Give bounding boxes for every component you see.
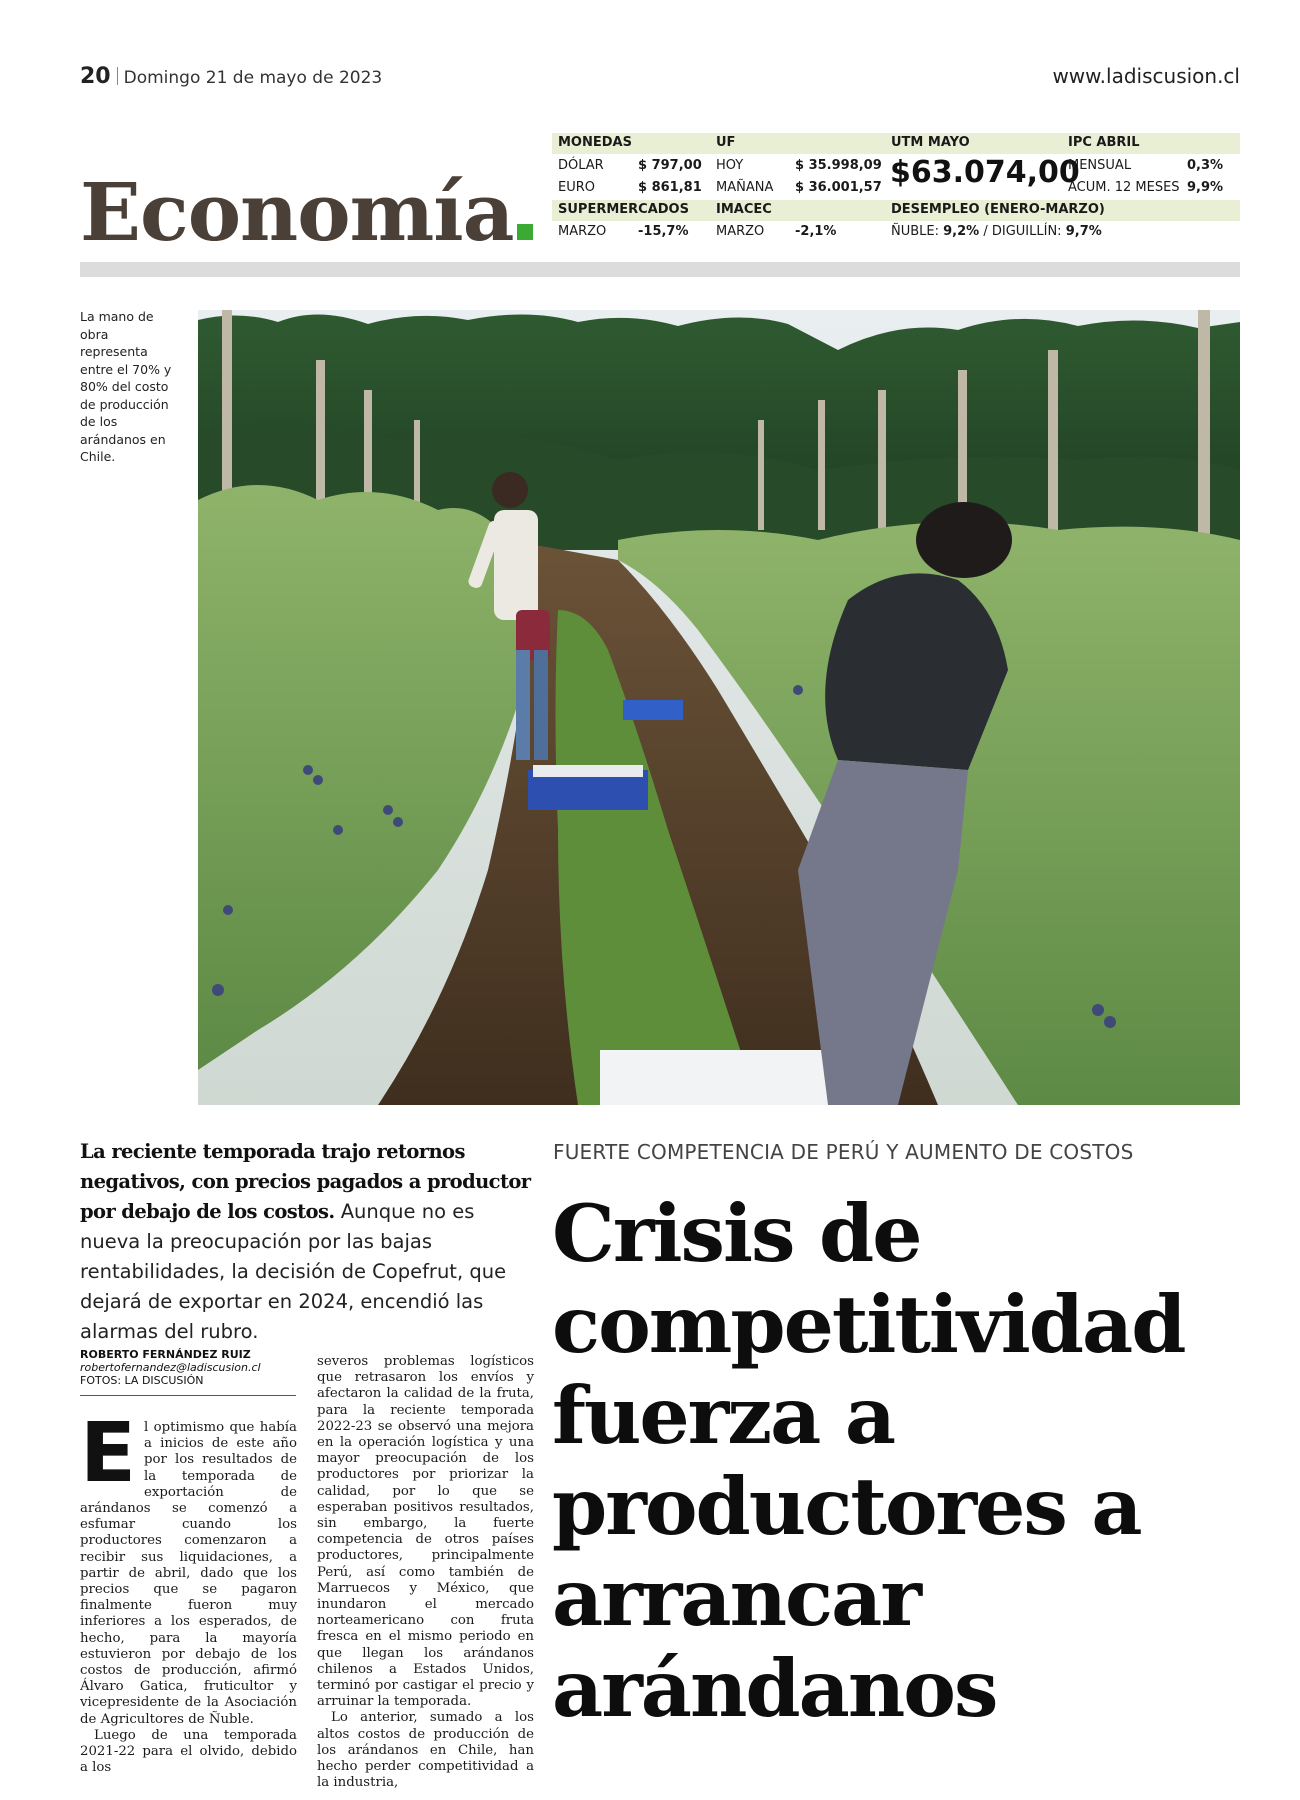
- monedas-title: MONEDAS: [558, 135, 632, 150]
- euro-label: EURO: [558, 180, 595, 195]
- article-headline: Crisis de competitividad fuerza a productores a arrancar arándanos: [552, 1187, 1185, 1735]
- uf-title: UF: [716, 135, 736, 150]
- body-paragraph-1: l optimismo que había a inicios de este año por los resultados de la temporada de exportación de arándanos se comenzó a esfumar cuando los productores comenzaron a recibir sus liquidaciones, a partir de abril, dado que los precios que se pagaron finalmente fueron muy inferiores a los esperados, de hecho, para la mayoría estuvieron por debajo de los costos de producción, afirmó Álvaro Gatica, fruticultor y vicepresidente de la Asociación de Agricultores de Ñuble.: [80, 1420, 297, 1727]
- supermercados-value: -15,7%: [638, 224, 689, 239]
- nuble-value: 9,2%: [943, 224, 980, 239]
- lead-rest: Aunque no es nueva la preocupación por las bajas rentabilidades, la decisión de Copefrut, que dejará de exportar en 2024, encendió las alarmas del rubro.: [80, 1200, 507, 1343]
- euro-value: $ 861,81: [638, 180, 702, 195]
- ipc-mensual-label: MENSUAL: [1068, 158, 1132, 173]
- article-byline: [80, 1348, 296, 1396]
- article-kicker: FUERTE COMPETENCIA DE PERÚ Y AUMENTO DE COSTOS: [553, 1140, 1134, 1164]
- imacec-value: -2,1%: [795, 224, 837, 239]
- uf-hoy-value: $ 35.998,09: [795, 158, 882, 173]
- author-email[interactable]: robertofernandez@ladiscusion.cl: [80, 1361, 261, 1374]
- section-title-text: Economía: [80, 165, 514, 259]
- body-column-1: [80, 1406, 297, 1776]
- page-header: [80, 64, 1240, 88]
- header-divider: [117, 67, 118, 85]
- dolar-value: $ 797,00: [638, 158, 702, 173]
- page-number: 20: [80, 64, 111, 89]
- utm-value: $63.074,00: [890, 155, 1080, 190]
- desempleo-values: [891, 223, 1102, 241]
- section-title: [80, 165, 533, 259]
- body-column-2: [317, 1354, 534, 1791]
- ipc-title: IPC ABRIL: [1068, 135, 1140, 150]
- photo-credit: FOTOS: LA DISCUSIÓN: [80, 1374, 204, 1387]
- desempleo-separator: /: [983, 224, 988, 239]
- nuble-label: ÑUBLE:: [891, 224, 939, 239]
- ipc-mensual-value: 0,3%: [1187, 158, 1224, 173]
- ipc-acum-value: 9,9%: [1187, 180, 1224, 195]
- uf-manana-label: MAÑANA: [716, 180, 774, 195]
- utm-title: UTM MAYO: [891, 135, 970, 150]
- dolar-label: DÓLAR: [558, 158, 604, 173]
- drop-cap: E: [80, 1406, 137, 1501]
- uf-hoy-label: HOY: [716, 158, 744, 173]
- field-illustration: [198, 310, 1240, 1105]
- imacec-title: IMACEC: [716, 202, 772, 217]
- photo-caption: La mano de obra representa entre el 70% y 80% del costo de producción de los arándanos en Chile.: [80, 309, 172, 464]
- uf-manana-value: $ 36.001,57: [795, 180, 882, 195]
- diguillin-value: 9,7%: [1065, 224, 1102, 239]
- body-paragraph-4: Lo anterior, sumado a los altos costos de producción de los arándanos en Chile, han hecho perder competitividad a la industria,: [317, 1710, 534, 1791]
- imacec-label: MARZO: [716, 224, 765, 239]
- section-accent-square: [517, 224, 533, 240]
- section-divider-bar: [80, 262, 1240, 277]
- body-paragraph-3: severos problemas logísticos que retrasaron los envíos y afectaron la calidad de la fruta, para la reciente temporada 2022-23 se observó una mejora en la operación logística y una mayor preocupación de los productores por priorizar la calidad, por lo que se esperaban positivos resultados, sin embargo, la fuerte competencia de otros países productores, principalmente Perú, así como también de Marruecos y México, que inundaron el mercado norteamericano con fruta fresca en el mismo periodo en que llegan los arándanos chilenos a Estados Unidos, terminó por castigar el precio y arruinar la temporada.: [317, 1354, 534, 1710]
- supermercados-title: SUPERMERCADOS: [558, 202, 689, 217]
- lead-strong: La reciente temporada trajo retornos negativos, con precios pagados a productor por debajo de los costos.: [80, 1140, 531, 1223]
- desempleo-title: DESEMPLEO (ENERO-MARZO): [891, 202, 1105, 217]
- article-lead: [80, 1137, 540, 1347]
- body-paragraph-2: Luego de una temporada 2021-22 para el olvido, debido a los: [80, 1727, 297, 1776]
- page-date: Domingo 21 de mayo de 2023: [123, 68, 383, 88]
- author-name: ROBERTO FERNÁNDEZ RUIZ: [80, 1348, 251, 1361]
- ipc-acum-label: ACUM. 12 MESES: [1068, 180, 1180, 195]
- supermercados-label: MARZO: [558, 224, 607, 239]
- diguillin-label: DIGUILLÍN:: [991, 224, 1062, 239]
- blueberry-field-photo: [198, 310, 1240, 1105]
- website-link[interactable]: www.ladiscusion.cl: [1052, 64, 1240, 88]
